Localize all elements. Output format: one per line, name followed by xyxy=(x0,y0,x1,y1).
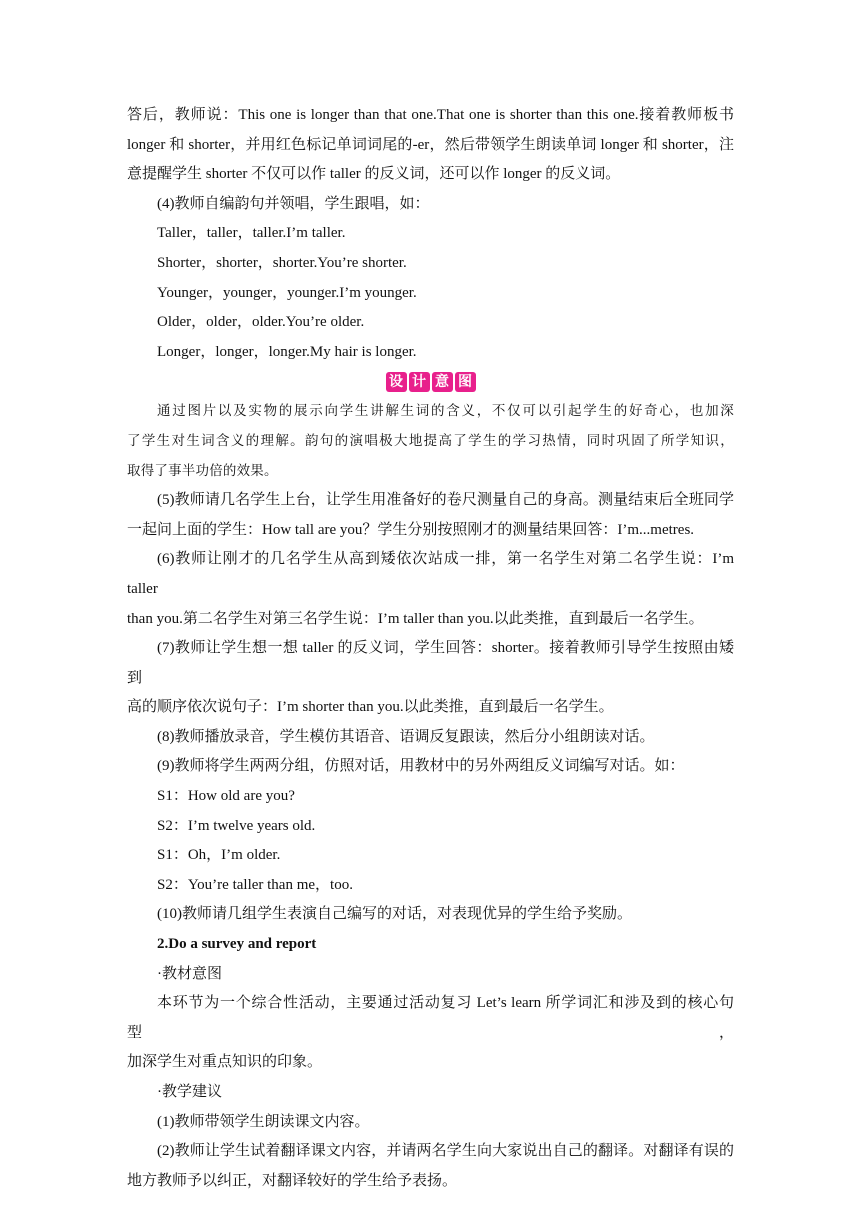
badge-char: 意 xyxy=(432,372,453,392)
chant-line: Younger，younger，younger.I’m younger. xyxy=(157,284,417,301)
paragraph-line: 意提醒学生 shorter 不仅可以作 taller 的反义词，还可以作 longer 的反义词。 xyxy=(127,166,621,183)
step-7-line: 高的顺序依次说句子：I’m shorter than you.以此类推，直到最后一名学生。 xyxy=(127,699,614,716)
design-note-line: 了学生对生词含义的理解。韵句的演唱极大地提高了学生的学习热情，同时巩固了所学知识， xyxy=(127,432,734,449)
chant-line: Shorter，shorter，shorter.You’re shorter. xyxy=(157,254,407,271)
suggestion-1-line: (1)教师带领学生朗读课文内容。 xyxy=(157,1113,370,1130)
chant-line: Older，older，older.You’re older. xyxy=(157,314,365,331)
chant-line: Taller，taller，taller.I’m taller. xyxy=(157,225,346,242)
step-5-line: 一起问上面的学生：How tall are you？学生分别按照刚才的测量结果回答：I’m...metres. xyxy=(127,521,695,538)
suggestion-2-line: 地方教师予以纠正，对翻译较好的学生给予表扬。 xyxy=(127,1172,458,1189)
dialogue-line: S1：How old are you? xyxy=(157,788,295,805)
design-note-line: 通过图片以及实物的展示向学生讲解生词的含义，不仅可以引起学生的好奇心，也加深 xyxy=(157,403,734,420)
step-6-line: (6)教师让刚才的几名学生从高到矮依次站成一排，第一名学生对第二名学生说：I’m taller xyxy=(127,551,734,597)
document-body xyxy=(127,101,734,1196)
dialogue-line: S1：Oh，I’m older. xyxy=(157,847,281,864)
design-intent-badge xyxy=(127,367,734,397)
step-7-line: (7)教师让学生想一想 taller 的反义词，学生回答：shorter。接着教师引导学生按照由矮到 xyxy=(127,640,734,686)
chant-line: Longer，longer，longer.My hair is longer. xyxy=(157,343,417,360)
badge-char: 图 xyxy=(455,372,476,392)
step-6-line: than you.第二名学生对第三名学生说：I’m taller than you.以此类推，直到最后一名学生。 xyxy=(127,610,704,627)
step-10-line: (10)教师请几组学生表演自己编写的对话，对表现优异的学生给予奖励。 xyxy=(157,906,632,923)
suggestion-2-line: (2)教师让学生试着翻译课文内容，并请两名学生向大家说出自己的翻译。对翻译有误的 xyxy=(157,1143,734,1160)
subheading-intent: ·教材意图 xyxy=(157,965,222,982)
badge-char: 计 xyxy=(409,372,430,392)
dialogue-line: S2：I’m twelve years old. xyxy=(157,817,316,834)
subheading-suggestion: ·教学建议 xyxy=(157,1084,222,1100)
paragraph-line: longer 和 shorter，并用红色标记单词词尾的-er，然后带领学生朗读单词 longer 和 shorter，注 xyxy=(127,136,734,153)
paragraph-line: 本环节为一个综合性活动，主要通过活动复习 Let’s learn 所学词汇和涉及到的核心句型， xyxy=(127,995,734,1041)
section-heading: 2.Do a survey and report xyxy=(157,936,317,953)
step-4-line: (4)教师自编韵句并领唱，学生跟唱，如： xyxy=(157,195,430,212)
dialogue-line: S2：You’re taller than me，too. xyxy=(157,876,353,893)
paragraph-line: 加深学生对重点知识的印象。 xyxy=(127,1054,323,1071)
design-note-line: 取得了事半功倍的效果。 xyxy=(127,462,278,479)
paragraph-line: 答后，教师说：This one is longer than that one.That one is shorter than this one.接着教师板书 xyxy=(127,107,734,123)
badge-char: 设 xyxy=(386,372,407,392)
step-9-line: (9)教师将学生两两分组，仿照对话，用教材中的另外两组反义词编写对话。如： xyxy=(157,758,685,775)
step-8-line: (8)教师播放录音，学生模仿其语音、语调反复跟读，然后分小组朗读对话。 xyxy=(157,728,655,745)
step-5-line: (5)教师请几名学生上台，让学生用准备好的卷尺测量自己的身高。测量结束后全班同学 xyxy=(157,492,734,509)
